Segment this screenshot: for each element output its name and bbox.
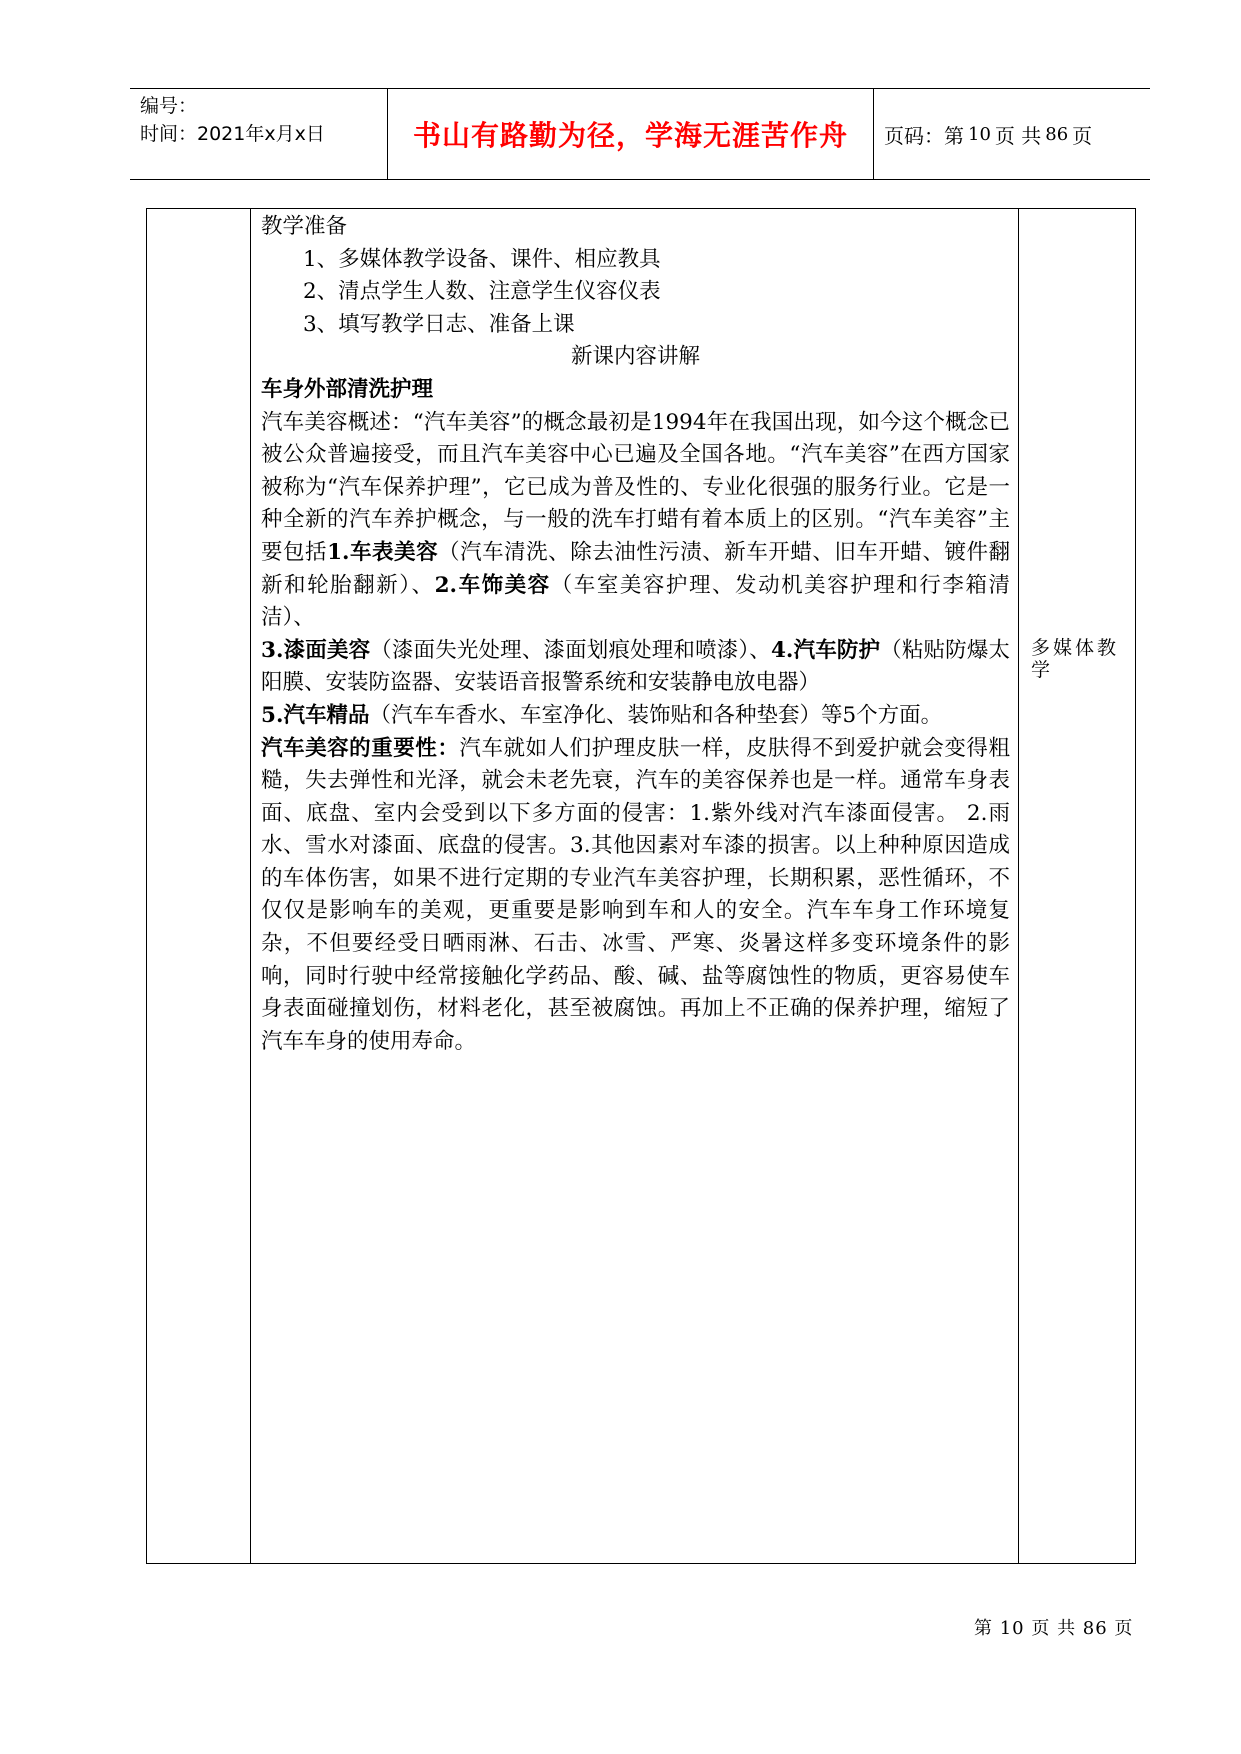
paragraph-overview — [261, 407, 1010, 635]
serial-label: 编号： — [140, 95, 198, 117]
paragraph-items-2 — [261, 700, 1010, 733]
keyword: 4.汽车防护 — [770, 637, 881, 663]
topic-title: 车身外部清洗护理 — [261, 376, 434, 402]
header-meta-cell — [130, 89, 388, 179]
keyword: 2.车饰美容 — [434, 572, 551, 598]
prep-item: 2、清点学生人数、注意学生仪容仪表 — [303, 279, 661, 305]
overview-text: （车室美容护理、发动机美容护理和行李箱清洁）、 — [261, 572, 1010, 631]
paragraph-items — [261, 635, 1010, 700]
side-note: 多媒体教学 — [1031, 637, 1120, 681]
page-label-mid: 页 共 — [994, 123, 1042, 148]
importance-text: 汽车就如人们护理皮肤一样，皮肤得不到爱护就会变得粗糙，失去弹性和光泽，就会未老先衰，汽车的美容保养也是一样。通常车身表面、底盘、室内会受到以下多方面的侵害：1.紫外线对汽车漆面侵害。 2.雨水、雪水对漆面、底盘的侵害。3.其他因素对车漆的损害。以上种种原因造成的车体伤害，如果不进行定期的专业汽车美容护理，长期积累，恶性循环，不仅仅是影响车的美观，更重要是影响到车和人的安全。汽车车身工作环境复杂，不但要经受日晒雨淋、石击、冰雪、严寒、炎暑这样多变环境条件的影响，同时行驶中经常接触化学药品、酸、碱、盐等腐蚀性的物质，更容易使车身表面碰撞划伤，材料老化，甚至被腐蚀。再加上不正确的保养护理，缩短了汽车车身的使用寿命。 — [261, 735, 1010, 1054]
page-label-suffix: 页 — [1072, 123, 1093, 148]
items-text: （漆面失光处理、漆面划痕处理和喷漆）、 — [370, 637, 771, 663]
page-header — [130, 88, 1150, 180]
time-label: 时间：2021年x月x日 — [140, 123, 325, 145]
section-title: 新课内容讲解 — [570, 344, 700, 370]
page-total: 86 — [1045, 123, 1069, 145]
prep-item: 1、多媒体教学设备、课件、相应教具 — [303, 246, 661, 272]
side-note-column — [1019, 209, 1135, 1563]
prep-title: 教学准备 — [261, 214, 348, 239]
keyword: 5.汽车精品 — [261, 702, 370, 728]
header-page-number — [874, 89, 1150, 179]
keyword: 1.车表美容 — [327, 539, 439, 565]
page-current: 10 — [968, 123, 991, 145]
items-text: （粘贴防爆太阳膜、安装防盗器、安装语音报警系统和安装静电放电器） — [261, 637, 1010, 696]
header-motto: 书山有路勤为径，学海无涯苦作舟 — [388, 89, 874, 179]
keyword: 3.漆面美容 — [261, 637, 371, 663]
page-footer: 第 10 页 共 86 页 — [974, 1618, 1134, 1639]
left-column — [147, 209, 251, 1563]
page-label-prefix: 页码：第 — [884, 123, 964, 148]
keyword: 汽车美容的重要性： — [261, 735, 460, 761]
paragraph-importance — [261, 733, 1010, 1059]
lesson-table — [146, 208, 1136, 1564]
content-column — [251, 209, 1019, 1563]
items-text: （汽车车香水、车室净化、装饰贴和各种垫套）等5个方面。 — [369, 702, 943, 728]
prep-item: 3、填写教学日志、准备上课 — [303, 311, 575, 337]
overview-text: （汽车清洗、除去油性污渍、新车开蜡、旧车开蜡、镀件翻新和轮胎翻新）、 — [261, 539, 1010, 598]
overview-text: 汽车美容概述：“汽车美容”的概念最初是1994年在我国出现，如今这个概念已被公众普遍接受，而且汽车美容中心已遍及全国各地。“汽车美容”在西方国家被称为“汽车保养护理”，它已成为普及性的、专业化很强的服务行业。它是一种全新的汽车养护概念，与一般的洗车打蜡有着本质上的区别。“汽车美容”主要包括 — [261, 409, 1010, 565]
